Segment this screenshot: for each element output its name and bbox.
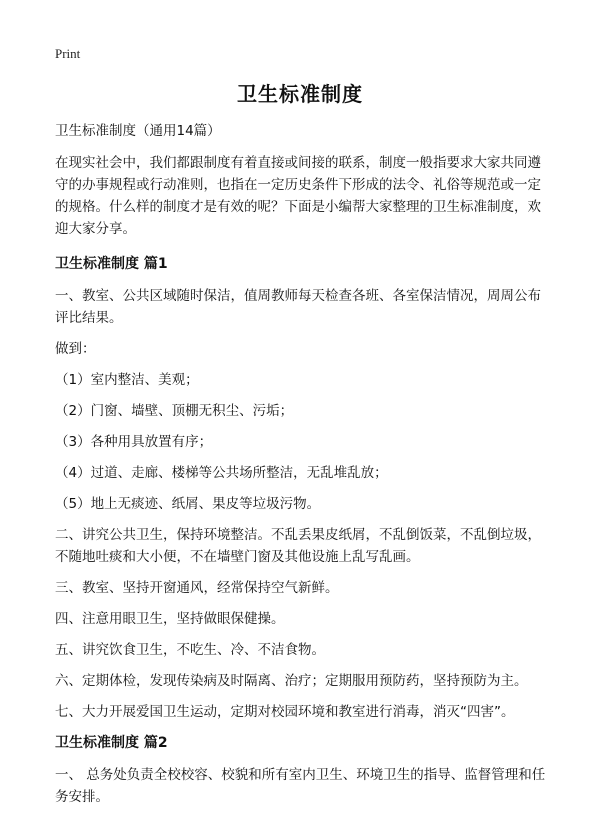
paragraph: 二、讲究公共卫生，保持环境整洁。不乱丢果皮纸屑，不乱倒饭菜，不乱倒垃圾，不随地吐痰和大小便，不在墙壁门窗及其他设施上乱写乱画。	[55, 527, 541, 565]
paragraph: 三、教室、坚持开窗通风，经常保持空气新鲜。	[55, 580, 339, 596]
paragraph: 一、 总务处负责全校校容、校貌和所有室内卫生、环境卫生的指导、监督管理和任务安排。	[55, 767, 546, 805]
page-title: 卫生标准制度	[237, 82, 363, 106]
section-heading: 卫生标准制度 篇1	[55, 256, 168, 272]
paragraph: 四、注意用眼卫生，坚持做眼保健操。	[55, 611, 285, 627]
paragraph: 做到：	[55, 341, 96, 357]
section-2	[55, 732, 550, 808]
paragraph: 一、教室、公共区域随时保洁，值周教师每天检查各班、各室保洁情况，周周公布评比结果。	[55, 288, 541, 326]
document-subtitle: 卫生标准制度（通用14篇）	[55, 123, 221, 139]
list-item: （1）室内整洁、美观；	[55, 372, 199, 388]
section-heading: 卫生标准制度 篇2	[55, 735, 168, 751]
list-item: （2）门窗、墙壁、顶棚无积尘、污垢；	[55, 403, 294, 419]
paragraph: 七、大力开展爱国卫生运动，定期对校园环境和教室进行消毒，消灭“四害”。	[55, 704, 515, 720]
paragraph: 五、讲究饮食卫生，不吃生、冷、不洁食物。	[55, 642, 325, 658]
list-item: （4）过道、走廊、楼梯等公共场所整洁，无乱堆乱放；	[55, 465, 388, 481]
section-1	[55, 253, 550, 723]
document-body	[55, 120, 550, 817]
list-item: （5）地上无痰迹、纸屑、果皮等垃圾污物。	[55, 496, 321, 512]
list-item: （3）各种用具放置有序；	[55, 434, 213, 450]
print-link[interactable]: Print	[55, 46, 81, 61]
intro-paragraph: 在现实社会中，我们都跟制度有着直接或间接的联系，制度一般指要求大家共同遵守的办事规程或行动准则，也指在一定历史条件下形成的法令、礼俗等规范或一定的规格。什么样的制度才是有效的呢？下面是小编帮大家整理的卫生标准制度，欢迎大家分享。	[55, 155, 541, 237]
paragraph: 六、定期体检，发现传染病及时隔离、治疗；定期服用预防药，坚持预防为主。	[55, 673, 528, 689]
